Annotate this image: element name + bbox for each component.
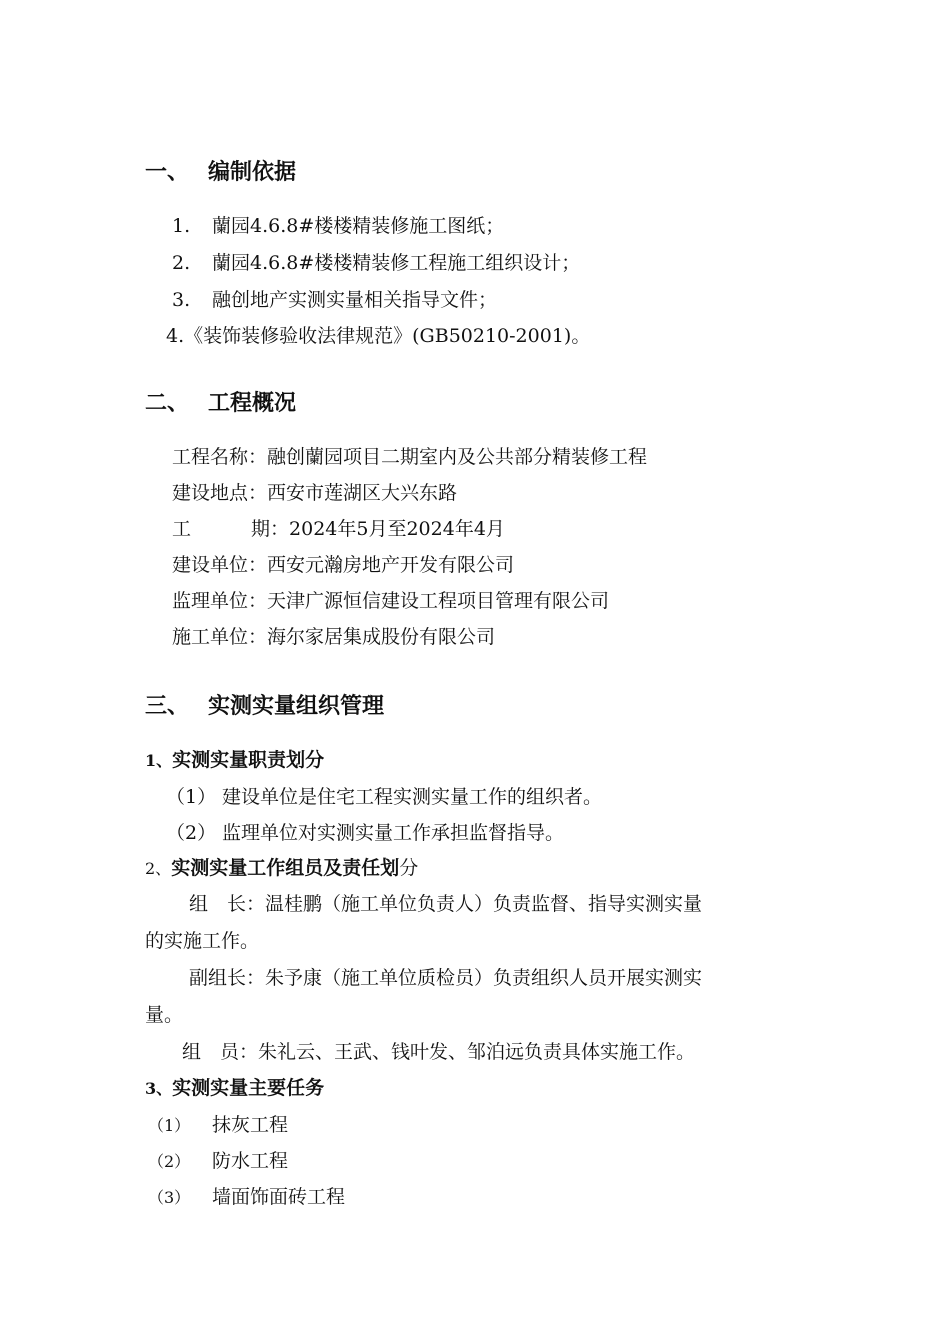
subsection-number: 3、 — [145, 1079, 173, 1098]
item-number: （3） — [148, 1188, 191, 1207]
field-value: 2024年5月至2024年4月 — [289, 518, 505, 540]
subsection-title: 实测实量工作组员及责任划 — [171, 857, 400, 879]
section-title: 实测实量组织管理 — [208, 694, 385, 719]
item-number: （2） — [166, 822, 217, 844]
project-field — [172, 514, 505, 541]
project-field — [172, 442, 647, 469]
paragraph-line: 量。 — [145, 1004, 184, 1026]
item-number: 2. — [172, 252, 191, 274]
subsection-title: 实测实量职责划分 — [172, 749, 325, 771]
field-value: 融创蘭园项目二期室内及公共部分精装修工程 — [267, 446, 648, 468]
section-title: 工程概况 — [208, 391, 297, 416]
field-label: 监理单位： — [172, 590, 268, 612]
item-text: 蘭园4.6.8#楼楼精装修工程施工组织设计； — [212, 252, 581, 274]
item-text: 蘭园4.6.8#楼楼精装修施工图纸； — [212, 215, 505, 237]
members-text: 朱礼云、王武、钱叶发、邹泊远负责具体实施工作。 — [258, 1041, 696, 1063]
item-text: 监理单位对实测实量工作承担监督指导。 — [222, 822, 565, 844]
list-item — [166, 782, 602, 809]
subsection-heading-3 — [145, 1073, 324, 1100]
list-item — [166, 818, 564, 845]
list-item — [172, 248, 580, 275]
project-field — [172, 478, 457, 505]
item-text: 防水工程 — [212, 1150, 289, 1172]
item-number: （2） — [148, 1152, 191, 1171]
paragraph-line — [182, 1037, 695, 1064]
list-item — [166, 321, 590, 348]
subsection-number: 1、 — [145, 751, 173, 770]
section-number: 一、 — [145, 160, 190, 185]
item-number: （1） — [148, 1116, 191, 1135]
section-number: 二、 — [145, 391, 190, 416]
field-value: 天津广源恒信建设工程项目管理有限公司 — [267, 590, 610, 612]
section-heading-3 — [145, 689, 384, 720]
field-label: 建设单位： — [172, 554, 268, 576]
item-text: 抹灰工程 — [212, 1114, 289, 1136]
list-item — [148, 1110, 288, 1137]
subsection-number: 2、 — [145, 859, 172, 878]
field-value: 西安元瀚房地产开发有限公司 — [267, 554, 515, 576]
subsection-title-tail: 分 — [399, 857, 419, 879]
list-item — [148, 1146, 288, 1173]
subsection-heading-1 — [145, 745, 324, 772]
field-value: 海尔家居集成股份有限公司 — [267, 626, 496, 648]
field-label: 工程名称： — [172, 446, 268, 468]
subsection-heading-2 — [145, 853, 418, 880]
project-field — [172, 586, 609, 613]
item-number: 4. — [166, 325, 185, 347]
field-label: 施工单位： — [172, 626, 268, 648]
project-field — [172, 550, 514, 577]
section-heading-2 — [145, 386, 296, 417]
field-label: 工 — [172, 518, 192, 540]
item-number: 1. — [172, 215, 191, 237]
field-value: 西安市莲湖区大兴东路 — [267, 482, 458, 504]
item-number: （1） — [166, 786, 217, 808]
item-text: 《装饰装修验收法律规范》(GB50210-2001)。 — [184, 325, 591, 347]
paragraph-line: 组 长：温桂鹏（施工单位负责人）负责监督、指导实测实量 — [189, 893, 703, 915]
item-number: 3. — [172, 289, 191, 311]
field-label: 建设地点： — [172, 482, 268, 504]
subsection-title: 实测实量主要任务 — [172, 1077, 325, 1099]
project-field — [172, 622, 495, 649]
list-item — [172, 211, 504, 238]
paragraph-line: 的实施工作。 — [145, 930, 260, 952]
section-heading-1 — [145, 155, 296, 186]
item-text: 墙面饰面砖工程 — [212, 1186, 346, 1208]
item-text: 融创地产实测实量相关指导文件； — [212, 289, 498, 311]
section-number: 三、 — [145, 694, 190, 719]
paragraph-line: 副组长：朱予康（施工单位质检员）负责组织人员开展实测实 — [189, 967, 703, 989]
members-label: 组 员： — [182, 1041, 259, 1063]
field-label: 期： — [251, 518, 290, 540]
list-item — [172, 285, 497, 312]
section-title: 编制依据 — [208, 160, 297, 185]
list-item — [148, 1182, 345, 1209]
item-text: 建设单位是住宅工程实测实量工作的组织者。 — [222, 786, 603, 808]
